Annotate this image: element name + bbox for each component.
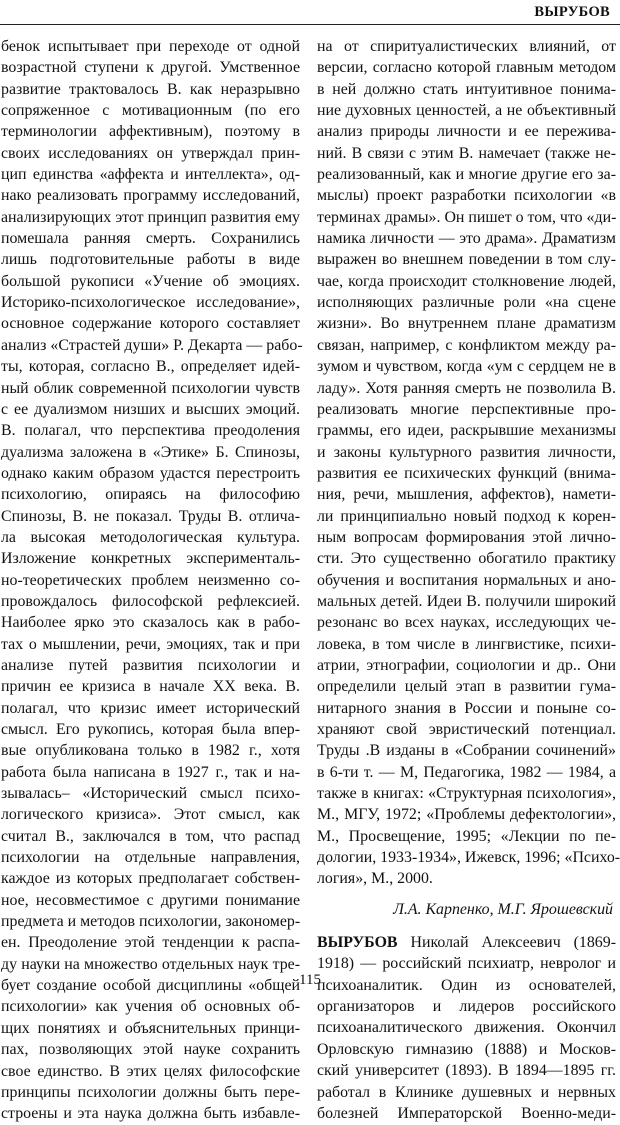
text-line: нитарного знания в России и поныне со- [317, 699, 616, 717]
text-line: в ней должно стать интуитивное понима- [317, 80, 616, 98]
text-line: В. полагал, что перспектива преодоления [1, 422, 300, 440]
text-line: ладу». Хотя ранняя смерть не позволила В. [317, 379, 616, 397]
text-line: на от спиритуалистических влияний, от [317, 38, 616, 55]
text-line: резонанс во всех науках, исследующих че- [317, 614, 616, 632]
text-line: сти. Это существенно обогатило практику [317, 550, 616, 568]
text-line: терминах драмы». Он пишет о том, что «ди- [317, 208, 617, 226]
left-column [1, 36, 303, 1125]
text-line: анализирующих этот принцип развития ему [1, 208, 300, 226]
text-line: в 6-ти т. — М, Педагогика, 1982 — 1984, а [317, 763, 616, 781]
text-line: цип единства «аффекта и интеллекта», од- [1, 166, 300, 184]
text-line: определили целый этап в развитии гума- [317, 678, 616, 696]
text-line: жизни». Во внутреннем плане драматизм [317, 315, 616, 333]
text-line: ла высокая методологическая культура. [1, 528, 300, 546]
text-line: тах о мышлении, речи, эмоциях, так и при [1, 635, 300, 653]
text-line: выражен во внешнем поведении в том слу- [317, 251, 616, 269]
text-line: 1918) — российский психиатр, невролог и [317, 955, 616, 973]
text-line: ния, речи, мышления, аффектов), намети- [317, 486, 616, 504]
text-line: чае, когда происходит столкновение людей, [317, 272, 616, 290]
text-line: развития ее психических функций (внима- [317, 464, 616, 482]
text-line: анализ «Страстей души» Р. Декарта — рабо- [1, 336, 303, 354]
text-line: ду науки на множество отдельных наук тре- [1, 955, 300, 973]
text-line: работа была написана в 1927 г., так и на- [1, 763, 300, 781]
text-line: бует создание особой дисциплины «общей [1, 977, 300, 995]
text-line: терминологии аффективным), поэтому в [1, 123, 300, 141]
text-line: Изложение конкретных эксперименталь- [1, 550, 300, 568]
text-line: предмета и методов психологии, закономер- [1, 913, 301, 931]
text-line: основное содержание которого составляет [1, 315, 300, 333]
text-line: и законы культурного развития личности, [317, 443, 616, 461]
text-line: лишь подготовительные работы в виде [1, 251, 300, 269]
text-line: смысл. Его рукопись, которая была впер- [1, 721, 300, 738]
text-line: Историко-психологическое исследование», [1, 294, 300, 312]
text-line: ное, несовместимое с другими понимание [1, 891, 300, 909]
text-line: ный облик современной психологии чувств [1, 379, 300, 397]
text-line: считал В., заключался в том, что распад [1, 827, 300, 845]
running-head: ВЫРУБОВ [534, 4, 610, 20]
text-line: анализе путей развития психологии и [1, 656, 300, 674]
text-line: психоаналитик. Один из основателей, [317, 976, 616, 994]
text-line: нако реализовать программу исследований, [1, 187, 300, 205]
entry-first-line [317, 932, 616, 953]
text-line: развитие трактовалось В. как неразрывно [1, 80, 300, 98]
text-line: помешала ранняя смерть. Сохранились [1, 230, 300, 248]
text-line: Спинозы, В. не показал. Труды В. отлича- [1, 507, 300, 525]
text-line: ловека, в том числе в лингвистике, психи- [317, 635, 616, 653]
text-line: дологии, 1933-1934», Ижевск, 1996; «Психо- [317, 849, 620, 867]
text-line: мыслы) проект разработки психологии «в [317, 187, 616, 205]
right-column [317, 36, 620, 1124]
text-line: логия», М., 2000. [317, 870, 433, 888]
text-line: психоаналитического движения. Окончил [317, 1019, 616, 1037]
text-line: также в книгах: «Структурная психология», [317, 785, 616, 803]
text-line: но-теоретических проблем неизменно со- [1, 571, 300, 589]
text-line: атрии, этнографии, социологии и др.. Они [317, 656, 616, 674]
text-line: Орловскую гимназию (1888) и Москов- [317, 1040, 616, 1058]
text-line: обучения и воспитания нормальных и ано- [317, 571, 616, 589]
text-line: организаторов и лидеров российского [317, 998, 616, 1016]
text-line: связан, например, с конфликтом между ра- [317, 336, 616, 354]
text-line: версии, согласно которой главным методом [317, 59, 616, 77]
header-rule [0, 24, 620, 25]
text-line: работал в Клинике душевных и нервных [317, 1083, 616, 1101]
text-line: Наиболее ярко это сказалось как в рабо- [1, 614, 300, 632]
text-line: вые опубликована только в 1982 г., хотя [1, 742, 300, 760]
text-line: дуализма заложена в «Этике» Б. Спинозы, [1, 443, 300, 461]
text-line: реализованный, как и многие другие его за- [317, 166, 616, 184]
text-line: М., МГУ, 1972; «Проблемы дефектологии», [317, 806, 616, 824]
right-column-text [317, 36, 620, 890]
text-line: храняют свой эвристический потенциал. [317, 721, 616, 738]
text-line: ние духовных ценностей, а не объективный [317, 102, 616, 120]
text-line: свое единство. В этих целях философские [1, 1062, 300, 1080]
text-line: однако каким образом удастся перестроить [1, 464, 300, 482]
text-line: пах, позволяющих этой науке сохранить [1, 1041, 300, 1059]
text-line: сопряженное с мотивационным (по его [1, 102, 300, 120]
text-line: ты, которая, согласно В., определяет идей- [1, 358, 300, 376]
text-line: принципы психологии должны быть пере- [1, 1083, 300, 1101]
text-line: исполняющих различные роли «на сцене [317, 294, 616, 312]
text-line: Труды .В изданы в «Собрании сочинений» [317, 742, 616, 760]
article-signature: Л.А. Карпенко, М.Г. Ярошевский [393, 900, 613, 918]
page-number: 115 [299, 972, 321, 988]
text-line: ен. Преодоление этой тенденции к распа- [1, 934, 300, 952]
text-line: своих исследованиях он утверждал прин- [1, 144, 300, 162]
text-line: бенок испытывает при переходе от одной [1, 38, 300, 55]
text-line: строены и эта наука должна быть избавле- [1, 1105, 300, 1123]
text-line: зумом и чувством, когда «ум с сердцем не в [317, 358, 616, 376]
text-line: психологии на отдельные направления, [1, 849, 300, 867]
text-line: причин ее кризиса в начале XX века. В. [1, 678, 300, 696]
text-line: М., Просвещение, 1995; «Лекции по пе- [317, 827, 616, 845]
text-line: граммы, его идеи, раскрывшие механизмы [317, 422, 616, 440]
text-line: логического кризиса». Этот смысл, как [1, 806, 300, 824]
text-line: ний. В связи с этим В. намечает (также не- [317, 144, 616, 162]
text-line: полагал, что кризис имеет исторический [1, 699, 300, 717]
text-line: провождалось философской рефлексией. [1, 592, 300, 610]
text-line: намика личности — это драма». Драматизм [317, 230, 616, 248]
text-line: ский университет (1893). В 1894—1895 гг. [317, 1062, 616, 1080]
text-line: мальных детей. Идеи В. получили широкий [317, 592, 616, 610]
text-line: психологии» как учения об основных об- [1, 998, 300, 1016]
text-line: каждое из которых предполагает собствен- [1, 870, 300, 888]
text-line: с ее дуализмом низших и высших эмоций. [1, 400, 300, 418]
text-line: большой рукописи «Учение об эмоциях. [1, 272, 300, 290]
text-line: психологию, опираясь на философию [1, 486, 300, 504]
text-line: реализовать многие перспективные про- [317, 400, 616, 418]
text-line: зывалась– «Исторический смысл психо- [1, 785, 300, 803]
text-line: анализ природы личности и ее пережива- [317, 123, 616, 141]
text-line: возрастной ступени к другой. Умственное [1, 59, 300, 77]
text-line: ным вопросам формирования этой лично- [317, 528, 616, 546]
text-line: щих понятиях и объяснительных принци- [1, 1019, 300, 1037]
text-line: ли принципиально новый подход к корен- [317, 507, 616, 525]
text-line: болезней Императорской Военно-меди- [317, 1104, 616, 1122]
entry-headword: ВЫРУБОВ [317, 934, 398, 952]
entry-first-line-rest: Николай Алексеевич (1869- [397, 934, 616, 952]
